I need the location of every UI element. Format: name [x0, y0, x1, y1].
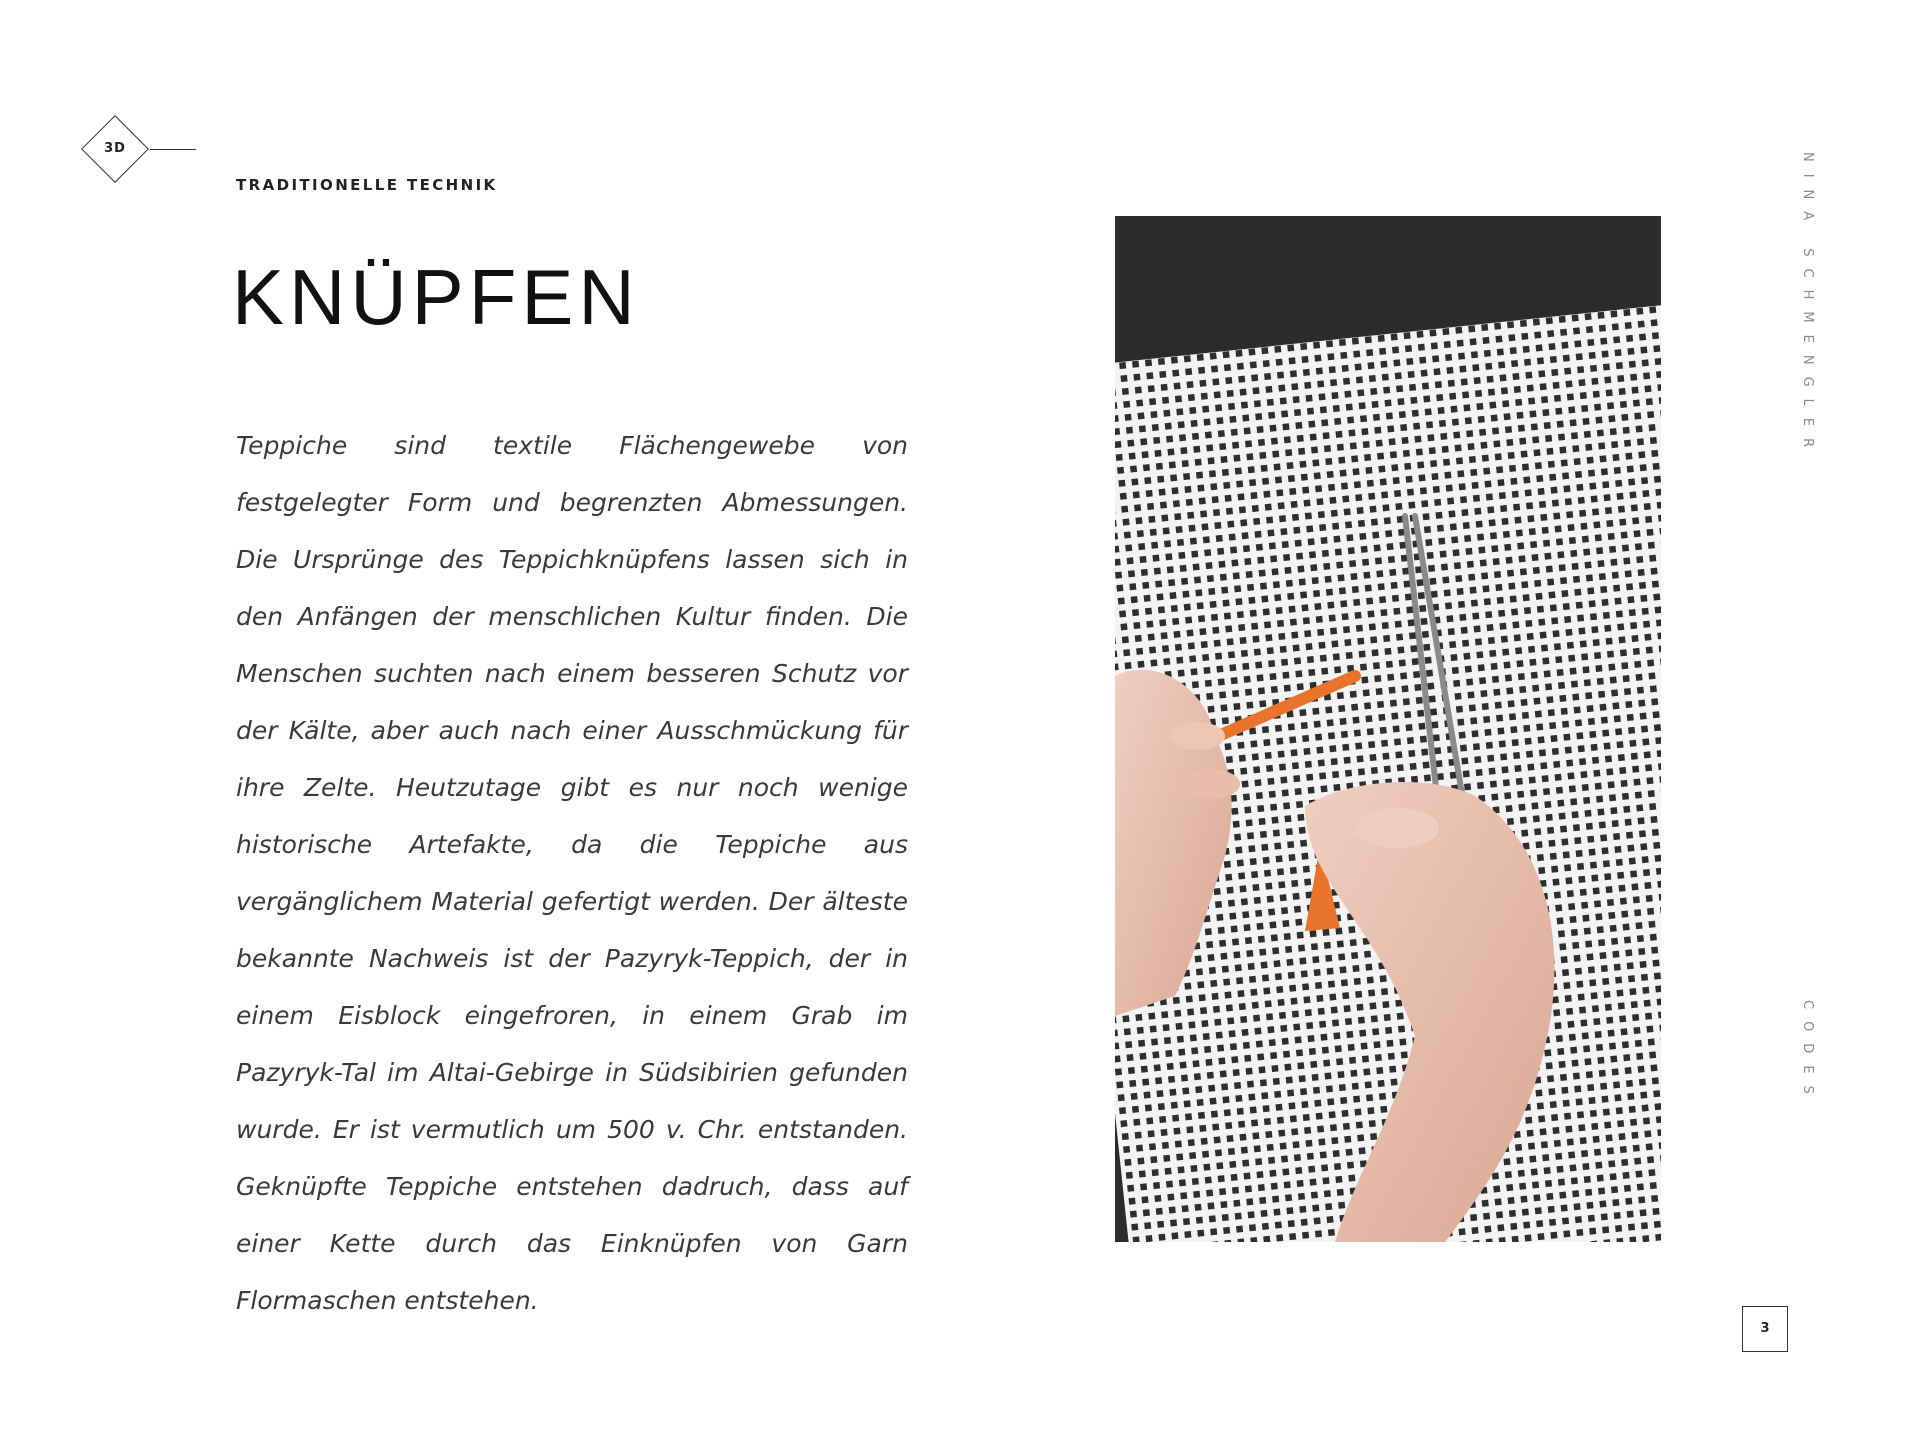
section-badge-label: 3D [104, 141, 126, 156]
knotting-photo [1115, 216, 1661, 1242]
body-paragraph: Teppiche sind textile Flächengewebe von festgelegter Form und begrenzten Abmessungen. Die Ursprünge des Teppichknüpfens lassen sich in den Anfängen der menschlichen Kultur finden. Die Menschen suchten nach einem besseren Schutz vor der Kälte, aber auch nach einer Ausschmückung für ihre Zelte. Heutzutage gibt es nur noch wenige historische Artefakte, da die Teppiche aus vergänglichem Material gefertigt werden. Der älteste bekannte Nachweis ist der Pazyryk-Teppich, der in einem Eisblock eingefroren, in einem Grab im Pazyryk-Tal im Altai-Gebirge in Südsibirien gefunden wurde. Er ist vermutlich um 500 v. Chr. entstanden. Geknüpfte Teppiche entstehen dadruch, dass auf einer Kette durch das Einknüpfen von Garn Flormaschen entstehen. [236, 431, 908, 1315]
page-title: KNÜPFEN [232, 253, 640, 341]
page-number-box: 3 [1742, 1306, 1788, 1352]
section-badge [80, 114, 150, 184]
badge-divider-line [150, 149, 196, 150]
side-project-name: CODES [1800, 1000, 1815, 1106]
section-kicker: TRADITIONELLE TECHNIK [236, 176, 498, 194]
side-author-name: NINA SCHMENGLER [1800, 152, 1815, 460]
